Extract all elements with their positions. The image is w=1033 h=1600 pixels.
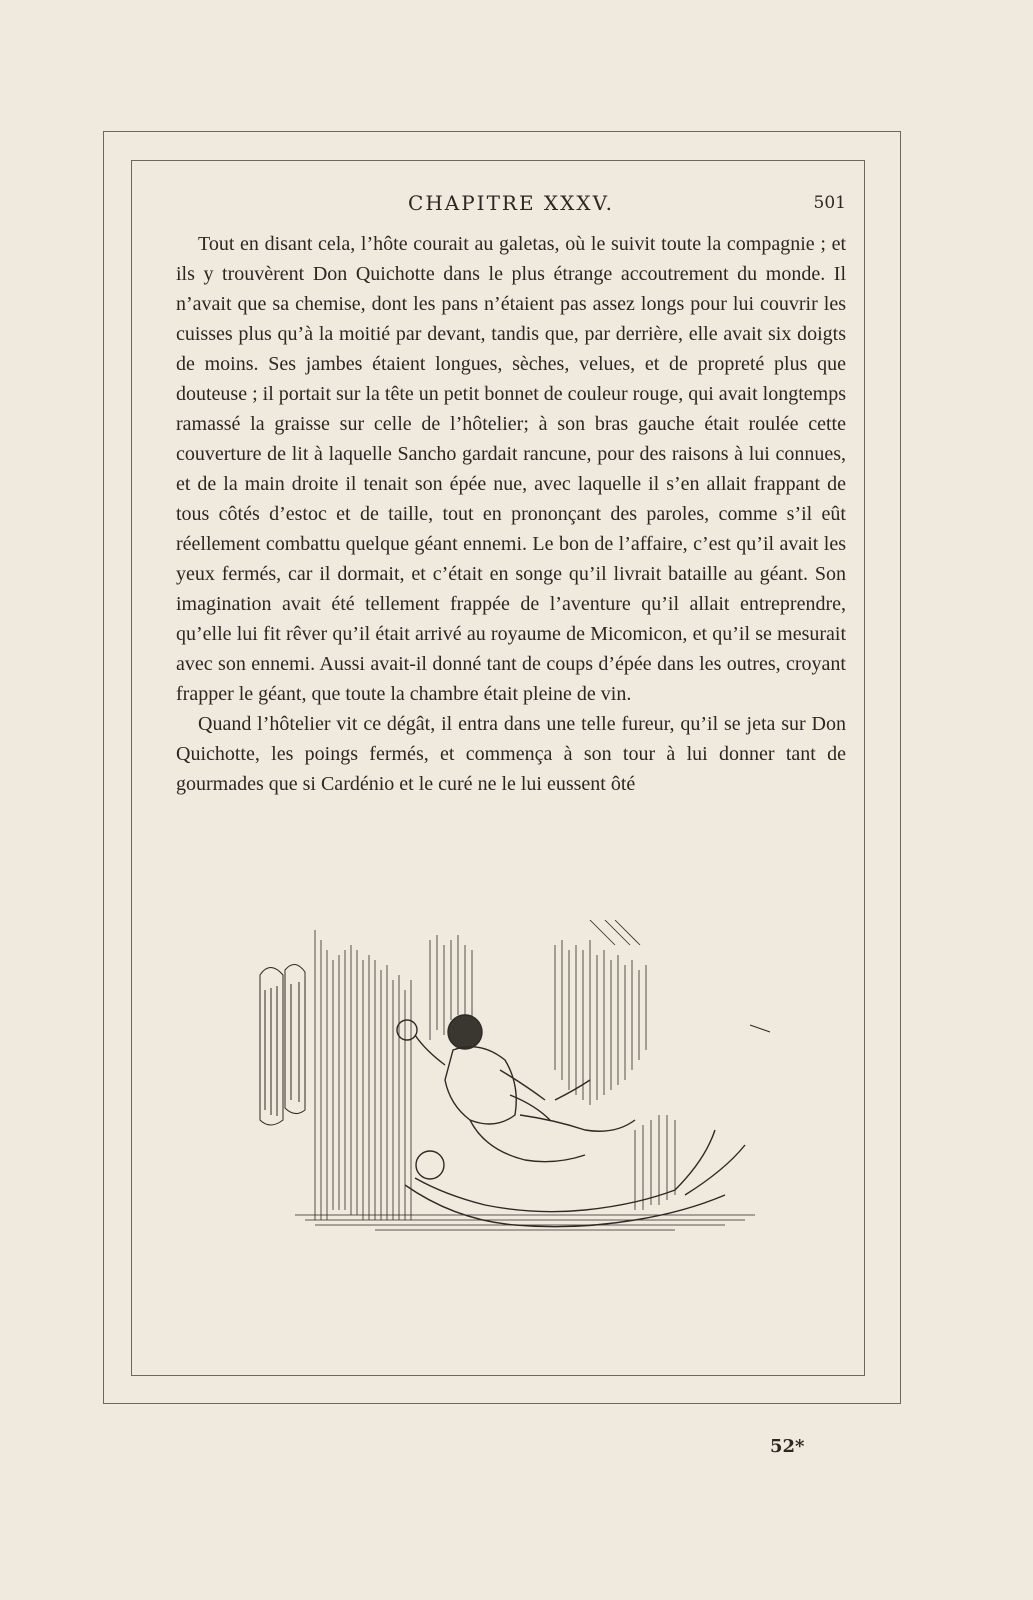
signature-mark: 52* xyxy=(770,1436,805,1457)
engraving-illustration xyxy=(255,920,790,1280)
outer-frame-bottom xyxy=(103,1403,901,1404)
chapter-title: CHAPITRE XXXV. xyxy=(408,191,614,215)
sword-tip xyxy=(750,1025,770,1032)
inner-frame-left xyxy=(131,160,132,1376)
inner-frame-top xyxy=(131,160,865,161)
inner-frame-bottom xyxy=(131,1375,865,1376)
don-quichotte-figure xyxy=(405,1080,745,1227)
running-head xyxy=(176,187,846,217)
wineskins-left xyxy=(260,964,305,1125)
page-number: 501 xyxy=(813,193,846,213)
inner-frame-right xyxy=(864,160,865,1376)
floor-shadow xyxy=(295,1115,755,1230)
hotelier-figure xyxy=(397,1015,635,1162)
outer-frame-left xyxy=(103,131,104,1404)
hatching xyxy=(315,920,646,1220)
paragraph: Tout en disant cela, l’hôte courait au galetas, où le suivit toute la compagnie ; et ils y trouvèrent Don Quichotte dans le plus étrange accoutrement du monde. Il n’avait que sa chemise, dont les pans n’étaient pas assez longs pour lui couvrir les cuisses plus qu’à la moitié par devant, tandis que, par derrière, elle avait six doigts de moins. Ses jambes étaient longues, sèches, velues, et de propreté plus que douteuse ; il portait sur la tête un petit bonnet de couleur rouge, qui avait longtemps ramassé la graisse sur celle de l’hôtelier; à son bras gauche était roulée cette couverture de lit à laquelle Sancho gardait rancune, pour des raisons à lui connues, et de la main droite il tenait son épée nue, avec laquelle il s’en allait frappant de tous côtés d’estoc et de taille, tout en prononçant des paroles, comme s’il eût réellement combattu quelque géant ennemi. Le bon de l’affaire, c’est qu’il avait les yeux fermés, car il dormait, et c’était en songe qu’il livrait bataille au géant. Son imagination avait été tellement frappée de l’aventure qu’il allait entreprendre, qu’elle lui fit rêver qu’il était arrivé au royaume de Micomicon, et qu’il se mesurait avec son ennemi. Aussi avait-il donné tant de coups d’épée dans les outres, croyant frapper le géant, que toute la chambre était pleine de vin. xyxy=(176,233,846,705)
outer-frame-right xyxy=(900,131,901,1404)
body-text xyxy=(176,229,846,799)
outer-frame-top xyxy=(103,131,901,132)
paragraph: Quand l’hôtelier vit ce dégât, il entra dans une telle fureur, qu’il se jeta sur Don Quichotte, les poings fermés, et commença à son tour à lui donner tant de gourmades que si Cardénio et le curé ne le lui eussent ôté xyxy=(176,713,846,795)
